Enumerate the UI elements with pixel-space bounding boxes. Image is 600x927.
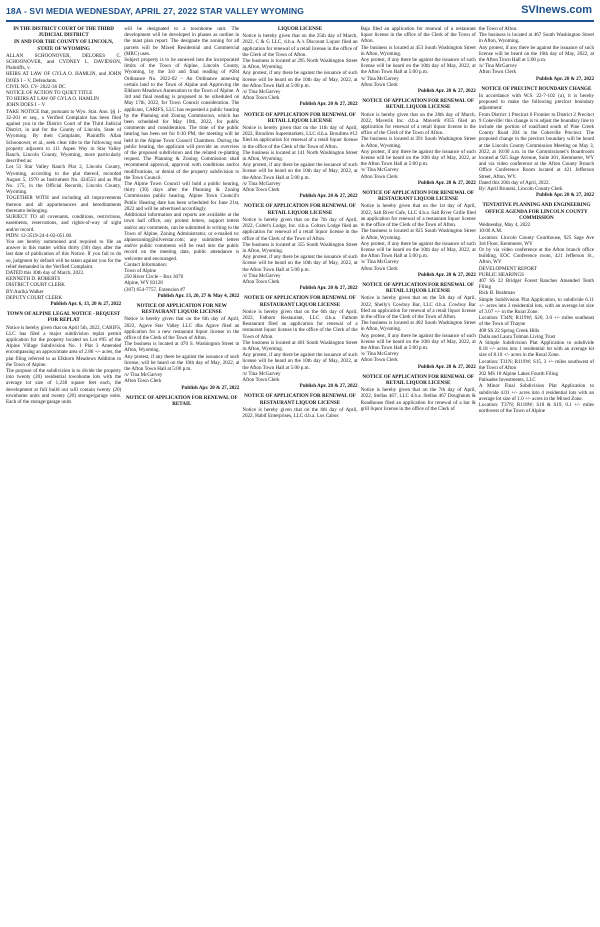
notice-paragraph: Simple Subdivision Plat Application, to subdivide 6.11 +/- acres into 2 residential lots, with an average lot size of 3.07 +/- in the Rural Zone. <box>478 296 595 315</box>
notice-title: IN THE DISTRICT COURT OF THE THIRD JUDICIAL DISTRICT <box>13 26 114 39</box>
notice-paragraph: HEIRS AT LAW OF GYLA O. HAMLIN, and JOHN DOES I – V, Defendants. <box>6 71 122 84</box>
notice-paragraph: The purpose of the subdivision is to divide the property into twenty (20) residential townhome lots with the average lot size of 1,238 square feet each, the development at full build out will contain twenty (20) townhome units and twenty (20) storage/garage units. Each of the storage/garage units <box>6 367 122 405</box>
notice-paragraph: The business is located at 141 North Washington Street in Afton, Wyoming. <box>242 149 358 163</box>
notice-title: NOTICE OF APPLICATION FOR NEW RESTAURANT LIQUOR LICENSE <box>136 302 227 316</box>
publish-dates: Publish Apr. 20 & 27, 2022 <box>417 88 476 95</box>
column-3 <box>242 26 357 921</box>
notice-paragraph: Contact Information: <box>124 261 168 268</box>
notice-paragraph: /s/ Tina McGarvey <box>242 370 281 377</box>
legal-notice <box>242 112 357 200</box>
header-dateline: 18A - SVI MEDIA WEDNESDAY, APRIL 27, 2022 STAR VALLEY WYOMING <box>6 6 304 16</box>
notice-paragraph: 10:00 A.M. <box>478 228 503 235</box>
notice-paragraph: Additional information and reports are available at the town hall office, any protest letters, support letters and/or any comments, can be submitted in writing to the Town of Alpine, Zoning Administrator, or e-mailed to: alpinezoning@silverstar.com; any submitted letters and/or public comments will be read into the public record on the meeting date, public attendance is welcome and encouraged. <box>124 212 240 262</box>
legal-notice <box>124 303 239 391</box>
publish-dates: Publish Apr. 13, 20, 27 & May 4, 2022 <box>157 292 240 299</box>
notice-paragraph: Any protest, if any there be against the issuance of such license will be heard on the 10th day of May, 2022, at the Afton Town Hall at 5:00 p.m. <box>360 148 476 168</box>
notice-title: NOTICE OF APPLICATION FOR RENEWAL OF RESTAURANT LIQUOR LICENSE <box>244 295 356 308</box>
legal-notice <box>6 26 121 307</box>
notice-paragraph: 408 SS 22 Spring Creek Hills <box>478 327 540 334</box>
notice-paragraph: Afton Town Clerk <box>360 265 398 272</box>
notice-paragraph: The business is located at 295 North Washington Street in Afton, Wyoming. <box>242 58 358 71</box>
legal-notice <box>242 295 357 389</box>
notice-paragraph: Afton Town Clerk <box>242 376 280 383</box>
notice-title: NOTICE OF APPLICATION FOR RENEWAL OF RETAIL LIQUOR LICENSE <box>244 111 356 124</box>
publish-dates: Publish Apr. 20 & 27, 2022 <box>299 285 358 292</box>
notice-paragraph: The business is located at 825 South Washington Street in Afton, Wyoming. <box>360 228 476 241</box>
notice-paragraph: Notice is hereby given that on the 25th day of March, 2022, C & G LLC, d.b.a. A.'s Discount Liquor filed an application for renewal of a retail license in the office of the Clerk of the Town of Afton. <box>242 33 358 58</box>
notice-title: NOTICE OF APPLICATION FOR RENEWAL OF RESTAURANT LIQUOR LICENSE <box>362 190 475 203</box>
notice-paragraph: Baja filed an application for renewal of a restaurant liquor license in the office of the Clerk of the Town of Afton. <box>360 26 476 45</box>
notice-paragraph: From District 1 Precinct 6 Frontier to District 2 Precinct 9 Cokeville: this change is to adjust the boundary line to include the portion of road/land south of Pine Creek County Road 204 in the Cokeville Precinct. The proposed change in the precinct boundary will be heard at the Lincoln County Commission Meeting on May 3, 2022, at 10:00 a.m. in the Commissioner's Boardroom located at 925 Sage Avenue, Suite 301, Kemmerer, WY and via video conference at the Afton County Branch Office Conference Room located at 421 Jefferson Street, Afton, WY. <box>478 111 595 180</box>
notice-title: TENTATIVE PLANNING AND ENGINEERING OFFICE AGENDA FOR LINCOLN COUNTY COMMISSION <box>482 202 591 221</box>
notice-paragraph: Location: T31N; R119W; S15, 3 +/- miles southwest of the Town of Afton <box>478 358 595 371</box>
notice-paragraph: ALLAN SCHOONOVER, DELORES C. SCHOONOVER, and CYDNEY L. DAVIDSON, Plaintiffs, v. <box>6 52 122 72</box>
notice-paragraph: Afton Town Clerk <box>360 81 398 88</box>
notice-title: LIQUOR LICENSE <box>277 26 323 32</box>
notice-paragraph: A Simple Subdivision Plat Application to subdivide 8.18 +/- acres into 1 residential lot with an average lot size of 8.18 +/- acres in the Rural Zone. <box>478 339 595 359</box>
notice-paragraph: will be designated to a townhome unit. The development will be developed in phases as outline in the mast plan report. The designate the zoning for all parcels will be Mixed Residential and Commercial (MRC) uses. <box>124 26 240 57</box>
notice-paragraph: In accordance with W.S. 22-7-102 (a), it is hereby proposed to make the following precinct boundary adjustment: <box>478 93 595 112</box>
notice-paragraph: Afton Town Clerk <box>242 95 280 102</box>
notice-paragraph: DEPUTY COURT CLERK <box>6 294 63 301</box>
notice-paragraph: DISTRICT COURT CLERK <box>6 282 65 289</box>
notice-paragraph: Notice is hereby given that on the 7th day of April, 2022, Colter's Lodge, Inc. d.b.a. Colters Lodge filed an application for renewal of a retail liquor license in the office of the Clerk of the Town of Afton. <box>242 216 358 242</box>
legal-notice <box>242 203 357 291</box>
notice-paragraph: Any protest, if any there be against the issuance of such license will be heard on the 10th day of May, 2022, at the Afton Town Hall at 5:00 p.m. <box>360 57 476 76</box>
notice-paragraph: Or by via video conference at the Afton branch office building, EOC Conference room, 421 Jefferson St., Afton, WY <box>478 246 595 266</box>
notice-paragraph: Any protest, if any there be against the issuance of such license will be heard on the 10th day of May, 2022, at the Afton Town Hall at 5:00 p.m. <box>360 332 476 351</box>
notice-paragraph: The business is located at 355 South Washington Street in Afton, Wyoming. <box>242 241 358 254</box>
notice-title: NOTICE OF APPLICATION FOR RENEWAL OF RETAIL <box>125 394 238 407</box>
notice-paragraph: TO HEIRS AT LAW OF GYLA O. HAMLIN <box>6 96 99 103</box>
notice-paragraph: 407 SS 22 Bridger Forest Ranches Amended Tenth Filing <box>478 277 595 291</box>
notice-paragraph: DATED this 30th day of March, 2022. <box>6 269 85 276</box>
notice-paragraph: Rick B. Bushman <box>478 290 515 297</box>
header-rule <box>6 20 594 22</box>
notice-paragraph: the Town of Afton. <box>478 26 518 32</box>
notice-title: NOTICE OF APPLICATION FOR RENEWAL OF RETAIL LIQUOR LICENSE <box>362 281 475 295</box>
legal-notice <box>479 26 594 82</box>
notice-paragraph: Notice is hereby given that on the 6th day of April, 2022, Agave Star Valley LLC dba Agave filed an application for a new restaurant liquor license in the office of the Clerk of the Town of Afton. <box>124 316 240 341</box>
notice-paragraph: Location: T37N; R118W; S18 & S19, 0.1 +/- miles northwest of the Town of Alpine <box>478 401 595 415</box>
column-5 <box>479 26 594 921</box>
notice-paragraph: The business is located at 470 S. Washington Street in Afton, Wyoming. <box>124 341 240 354</box>
notice-paragraph: JOHN DOES I – V <box>6 102 46 109</box>
notice-paragraph: The Alpine Town Council will hold a public hearing, thirty (30) days after the Planning & Zoning Commission public hearing. Alpine Town Council's Public Hearing date has been scheduled for June 21st, 2022 and will be advertised accordingly. <box>124 181 240 212</box>
notice-paragraph: BY:Aarika Walker <box>6 288 44 295</box>
notice-paragraph: Wednesday, May 4, 2022 <box>478 222 531 229</box>
publish-dates: Publish Apr. 20 & 27, 2022 <box>417 271 476 278</box>
column-4 <box>361 26 476 921</box>
notice-paragraph: Notice is hereby given that on the 6th day of April, 2022, Habif Enterprises, LLC d.b.a. Los Cabos <box>242 406 358 419</box>
notice-paragraph: Notice is hereby given that on the 6th day of April, 2022, Fathom Restaurant, LLC d.b.a. Fathom Restaurant filed an application for renewal of a restaurant liquor license in the office of the Clerk of the Town of Afton. <box>242 308 358 340</box>
notice-paragraph: 202 MS 18 Alpine Lakes Fourth Filing <box>478 370 559 377</box>
notice-paragraph: /s/ Tina McGarvey <box>360 167 399 174</box>
legal-notice <box>361 190 476 278</box>
notice-paragraph: /s/ Tina McGarvey <box>242 272 281 279</box>
notice-paragraph: A Minor Final Subdivision Plat Application to subdivide 4.01 +/- acres into 4 residential lots with an average lot size of 1.0 +/- acres in the Mixed Zone. <box>478 383 595 402</box>
notice-paragraph: You are hereby summoned and required to file an answer in this matter within thirty (30) days after the last date of publication of this Notice. If you fail to do so, judgment by default will be taken against you for the relief demanded in the Verified Complaint. <box>6 238 122 270</box>
notice-paragraph: Location: T34N; R119W; S20, 3.0 +/- miles southeast of the Town of Thayne <box>478 315 595 328</box>
notice-paragraph: Alpine, WY 83128 <box>124 280 163 287</box>
notice-paragraph: The business is located at 482 South Washington Street in Afton, Wyoming. <box>360 320 476 333</box>
notice-title: TOWN OF ALPINE LEGAL NOTICE - REQUEST FOR REPLAT <box>6 311 121 324</box>
notice-paragraph: The business is located at 391 South Washington Street in Afton, Wyoming. <box>360 136 476 149</box>
notice-paragraph: Any protest, if any there be against the issuance of such license will be heard on the 10th day of May, 2022, at the Afton Town Hall at 5:00 p.m. <box>242 254 358 273</box>
notice-paragraph: Dated this 20th day of April, 2022. <box>478 179 550 186</box>
notice-paragraph: DEVELOPMENT REPORT <box>478 265 537 272</box>
notice-paragraph: Town of Alpine <box>124 267 157 274</box>
legal-notice <box>124 395 239 407</box>
notice-paragraph: TAKE NOTICE that, pursuant to Wyo. Stat. Ann. §§ 1-32-201 et seq., a Verified Complaint has been filed against you in the District Court of the Third Judicial District, in and for the County of Lincoln, State of Wyoming. By their Complaint, Plaintiffs Allan Schoonover, et al., seek clear title to the following real property adjacent to 111 Aspen Way in Star Valley Ranch, Lincoln County, Wyoming, more particularly described as: <box>6 108 122 165</box>
notice-title: NOTICE OF APPLICATION FOR RENEWAL OF RETAIL LIQUOR LICENSE <box>362 373 475 386</box>
notice-paragraph: By: April Brunski, Lincoln County Clerk <box>478 186 563 193</box>
notice-paragraph: Subject property is to be annexed into the incorporated limits of the Town of Alpine, Lincoln County, Wyoming, by the 3rd and final reading of #284 Ordinance No. 2022-02 – An Ordinance annexing certain land to the Town of Alpine and Approving the Elkhorn Meadows Annexation to the Town of Alpine. A 3rd and final reading is proposed to be scheduled on May 17th, 2022, for Town Council consideration. The applicant, CARIFS, LLC has requested a public hearing by the Planning and Zoning Commission, which has been scheduled for May 10th, 2022, for public comments and consideration. The time of the public hearing has been set for 6:30 PM, the meeting will be held in the Alpine Town Council Chambers. During the public hearing, the applicant will provide an overview of the proposed subdivision and the related re-platting request. The Planning & Zoning Commission shall recommend approval, approval with conditions and/or modifications, or denial of the property subdivision to the Town Council. <box>124 57 240 181</box>
notice-paragraph: Any protest, if any there be against the issuance of such license will be heard on the 10th day of May, 2022, at the Afton Town Hall at 5:00 p.m. <box>242 162 358 181</box>
notice-paragraph: Location: Lincoln County Courthouse, 925 Sage Ave 3rd Floor, Kemmerer, WY <box>478 234 595 247</box>
legal-notice <box>6 311 121 405</box>
legal-notice <box>361 26 476 94</box>
notice-paragraph: Any protest, if any there be against the issuance of such license will be heard on the 10th day of May, 2022, at the Afton Town Hall at 5:00 p.m. <box>478 44 595 64</box>
notice-paragraph: Any protest, if any there be against the issuance of such license will be heard on the 10th day of May, 2022, at the Afton Town Hall at 5:00 p.m. <box>242 352 358 371</box>
notice-paragraph: Notice is hereby given that on the 11th day of April, 2022, Broulims Supermarkets, LLC d.b.a. Broulims #12 filed an application for renewal of a retail liquor license in the office of the Clerk of the Town of Afton. <box>242 125 358 150</box>
publish-dates: Publish Apr. 20 & 27, 2022 <box>299 193 358 200</box>
notice-paragraph: TOGETHER WITH and including all improvements thereon and all appurtenances and hereditaments thereunto belonging. <box>6 195 122 214</box>
notice-paragraph: /s/ Tina McGarvey <box>242 180 281 187</box>
notice-paragraph: CIVIL NO. CV- 2022-36 DC <box>6 83 66 90</box>
page-header <box>6 4 594 18</box>
notice-paragraph: The business is located at 453 South Washington Street in Afton, Wyoming. <box>360 44 476 57</box>
legal-notice <box>242 26 357 108</box>
legal-notices-columns <box>6 26 594 921</box>
notice-paragraph: Afton Town Clerk <box>360 173 398 180</box>
notice-title: NOTICE OF APPLICATION FOR RENEWAL OF RESTAURANT LIQUOR LICENSE <box>244 393 356 406</box>
column-2 <box>124 26 239 921</box>
notice-paragraph: (307) 654-7757, Extension #7 <box>124 286 186 293</box>
notice-paragraph: Notice is hereby given that on April 5th, 2022, CARIFS, LLC has filed a major subdivision replat permit application for the property located on Lot #95 of the Alpine Village Subdivision No. 1 Plat 3 Amended encompassing an approximate area of 2.86 +/- acres, the plat filing referred to as Elkhorn Meadows Addition to the Town of Alpine. <box>6 324 122 368</box>
notice-paragraph: PIDN: 12-3519-24-4-02-051.00. <box>6 232 73 239</box>
notice-paragraph: /s/ Tina McGarvey <box>242 89 281 96</box>
notice-paragraph: Notice is hereby given that on the 1st day of April, 2022, Salt River Cafe, LLC d.b.a. Salt River Grille filed an application for renewal of a restaurant liquor license in the office of the Clerk of the Town of Afton. <box>360 203 476 229</box>
legal-notice <box>124 26 239 299</box>
notice-paragraph: KENNETH D. ROBERTS <box>6 276 61 283</box>
notice-paragraph: Afton Town Clerk <box>360 357 398 364</box>
notice-title: IN AND FOR THE COUNTY OF LINCOLN, STATE OF WYOMING <box>13 39 114 52</box>
notice-paragraph: Any protest, if any there be against the issuance of such license will be heard on the 10th day of May, 2022, at the Afton Town Hall at 5:00 p.m. <box>242 70 358 89</box>
column-1 <box>6 26 121 921</box>
publish-dates: Publish Apr. 20 & 27, 2022 <box>299 101 358 108</box>
notice-paragraph: Notice is hereby given that on the 7th day of April, 2022, Stellas 467, LLC d.b.a. Stellas 467 Doughnuts & Roadhouse filed an application for renewal of a bar & grill liquor license in the office of the Clerk of <box>360 387 476 412</box>
notice-paragraph: Dulla and Laura Tolman Living Trust <box>478 333 556 340</box>
notice-paragraph: 250 River Circle – Box 3070 <box>124 274 184 281</box>
notice-paragraph: /s/ Tina McGarvey <box>360 351 399 358</box>
notice-title: NOTICE OF PRECINCT BOUNDARY CHANGE <box>481 85 592 92</box>
notice-paragraph: Any protest, if any there be against the issuance of such license will be heard on the 10th day of May, 2022, at the Afton Town Hall at 5:00 p.m. <box>360 240 476 260</box>
notice-paragraph: /s/ Tina McGarvey <box>360 259 399 266</box>
notice-paragraph: Afton Town Clerk <box>242 187 280 194</box>
notice-paragraph: /s/ Tina McGarvey <box>124 372 163 379</box>
legal-notice <box>361 98 476 186</box>
publish-dates: Publish Apr. 6, 13, 20 & 27, 2022 <box>50 300 122 307</box>
legal-notice <box>361 374 476 412</box>
notice-paragraph: NOTICE OF ACTION TO QUIET TITLE <box>6 90 93 97</box>
notice-paragraph: /s/ Tina McGarvey <box>478 63 518 70</box>
publish-dates: Publish Apr. 20 & 27, 2022 <box>299 383 358 390</box>
legal-notice <box>361 282 476 370</box>
notice-paragraph: Any protest, if any there be against the issuance of such license, will be heard on the 10th day of May, 2022, at the Afton Town Hall at 5:00 p.m. <box>124 353 240 372</box>
site-url: SVInews.com <box>521 4 592 16</box>
publish-dates: Publish Apr. 20 & 27, 2022 <box>417 179 476 186</box>
legal-notice <box>479 86 594 199</box>
notice-paragraph: Palisades Investments, LLC <box>478 377 536 384</box>
notice-paragraph: Afton Town Clerk <box>124 378 162 385</box>
notice-title: NOTICE OF APPLICATION FOR RENEWAL OF RETAIL LIQUOR LICENSE <box>362 98 475 111</box>
notice-paragraph: Afton Town Clerk <box>242 278 280 285</box>
legal-notice <box>479 202 594 414</box>
notice-paragraph: Lot 51 Star Valley Ranch Plat 2, Lincoln County, Wyoming, according to the plat thereof, recorded August 5, 1970 as Instrument No. 424553 and as Plat No. 175, in the Official Records, Lincoln County, Wyoming. <box>6 164 122 196</box>
notice-paragraph: /s/ Tina McGarvey <box>360 75 399 82</box>
publish-dates: Publish Apr. 20 & 27, 2022 <box>417 363 476 370</box>
notice-paragraph: SUBJECT TO all covenants, conditions, restrictions, easements, reservations, and rights-of-way of sight and/or record. <box>6 214 122 233</box>
notice-paragraph: Notice is hereby given that on the 5th day of April, 2022, Shelly's Cowboy Bar, LLC d.b.a. Cowboy Bar filed an application for renewal of a retail liquor license in the office of the Clerk of the Town of Afton. <box>360 295 476 320</box>
publish-dates: Publish Apr. 20 & 27, 2022 <box>536 192 595 199</box>
notice-paragraph: The business is located at 467 South Washington Street in Afton, Wyoming. <box>478 32 595 45</box>
notice-paragraph: PUBLIC HEARINGS <box>478 271 524 278</box>
notice-paragraph: Notice is hereby given that on the 28th day of March, 2022, Maverik Inc. d.b.a. Maverik #355 filed an application for renewal of a retail liquor license in the office of the Clerk of the Town of Afton. <box>360 111 476 137</box>
publish-dates: Publish Apr. 20 & 27, 2022 <box>536 75 595 82</box>
notice-paragraph: The business is located at 461 South Washington Street in Afton, Wyoming. <box>242 339 358 352</box>
legal-notice <box>242 393 357 419</box>
notice-title: NOTICE OF APPLICATION FOR RENEWAL OF RETAIL LIQUOR LICENSE <box>244 203 356 216</box>
notice-paragraph: Afton Town Clerk <box>478 69 516 76</box>
publish-dates: Publish Apr. 20 & 27, 2022 <box>181 384 240 391</box>
